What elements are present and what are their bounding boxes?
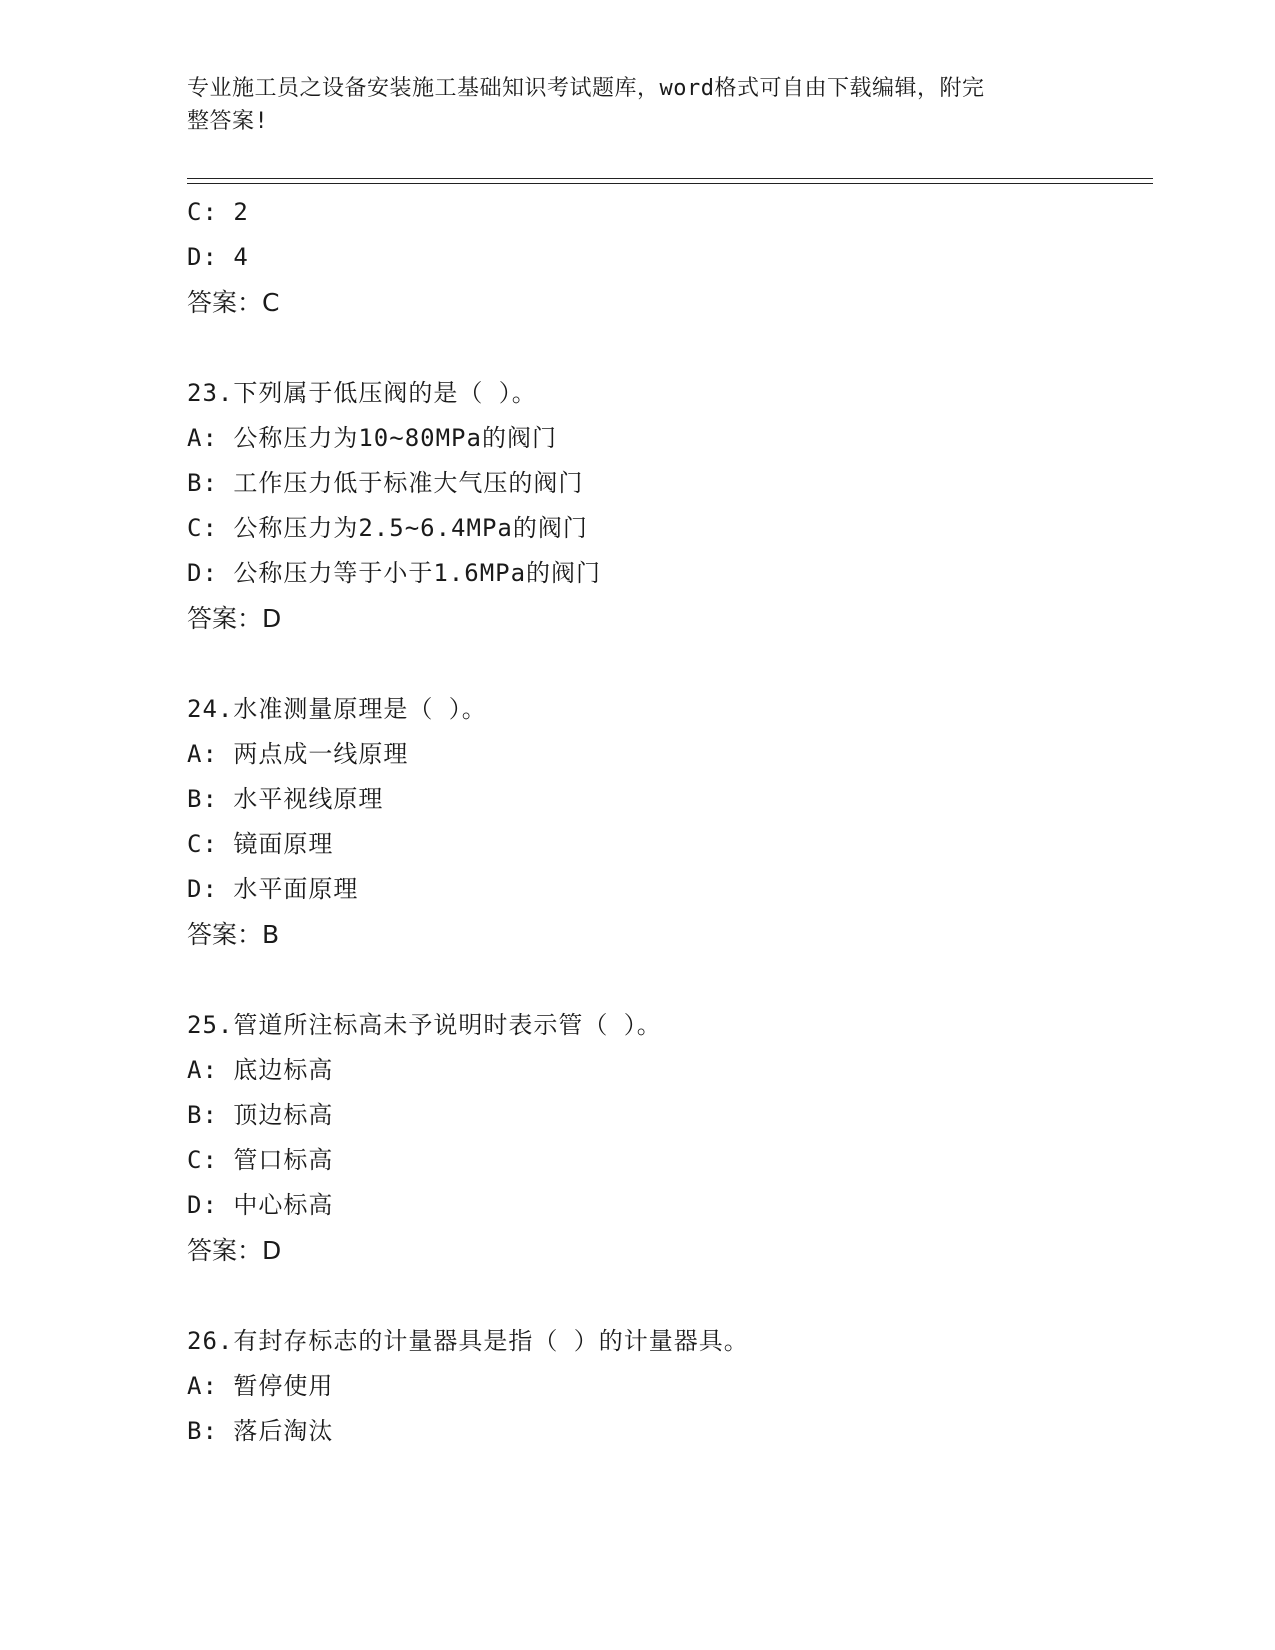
option-c: C: 公称压力为2.5~6.4MPa的阀门 — [187, 514, 588, 542]
header-divider-top — [187, 178, 1153, 179]
spacer — [187, 957, 1147, 1003]
question-block-23 — [187, 371, 1147, 641]
question-block-22 — [187, 190, 1147, 325]
answer-line: 答案：C — [187, 288, 280, 317]
option-d: D: 公称压力等于小于1.6MPa的阀门 — [187, 559, 602, 587]
option-b: B: 水平视线原理 — [187, 785, 384, 813]
question-stem: 25.管道所注标高未予说明时表示管（ ）。 — [187, 1011, 662, 1039]
question-stem: 24.水准测量原理是（ ）。 — [187, 695, 487, 723]
option-c: C: 2 — [187, 198, 249, 226]
answer-line: 答案：B — [187, 920, 280, 949]
question-block-24 — [187, 687, 1147, 957]
header-divider-bottom — [187, 183, 1153, 184]
question-block-26 — [187, 1319, 1147, 1454]
option-b: B: 顶边标高 — [187, 1101, 334, 1129]
option-a: A: 公称压力为10~80MPa的阀门 — [187, 424, 557, 452]
option-d: D: 水平面原理 — [187, 875, 359, 903]
option-d: D: 4 — [187, 243, 249, 271]
option-a: A: 底边标高 — [187, 1056, 334, 1084]
question-list — [187, 190, 1147, 1454]
question-stem: 26.有封存标志的计量器具是指（ ）的计量器具。 — [187, 1327, 749, 1355]
option-a: A: 两点成一线原理 — [187, 740, 409, 768]
option-b: B: 落后淘汰 — [187, 1417, 334, 1445]
option-a: A: 暂停使用 — [187, 1372, 334, 1400]
option-c: C: 管口标高 — [187, 1146, 334, 1174]
spacer — [187, 325, 1147, 371]
option-c: C: 镜面原理 — [187, 830, 334, 858]
answer-line: 答案：D — [187, 1236, 282, 1265]
header-title-line-1: 专业施工员之设备安装施工基础知识考试题库，word格式可自由下载编辑，附完 — [187, 76, 985, 101]
spacer — [187, 1273, 1147, 1319]
answer-line: 答案：D — [187, 604, 282, 633]
header-title-line-2: 整答案! — [187, 109, 269, 134]
option-b: B: 工作压力低于标准大气压的阀门 — [187, 469, 584, 497]
question-stem: 23.下列属于低压阀的是（ ）。 — [187, 379, 537, 407]
option-d: D: 中心标高 — [187, 1191, 334, 1219]
document-header — [187, 72, 1067, 138]
question-block-25 — [187, 1003, 1147, 1273]
spacer — [187, 641, 1147, 687]
